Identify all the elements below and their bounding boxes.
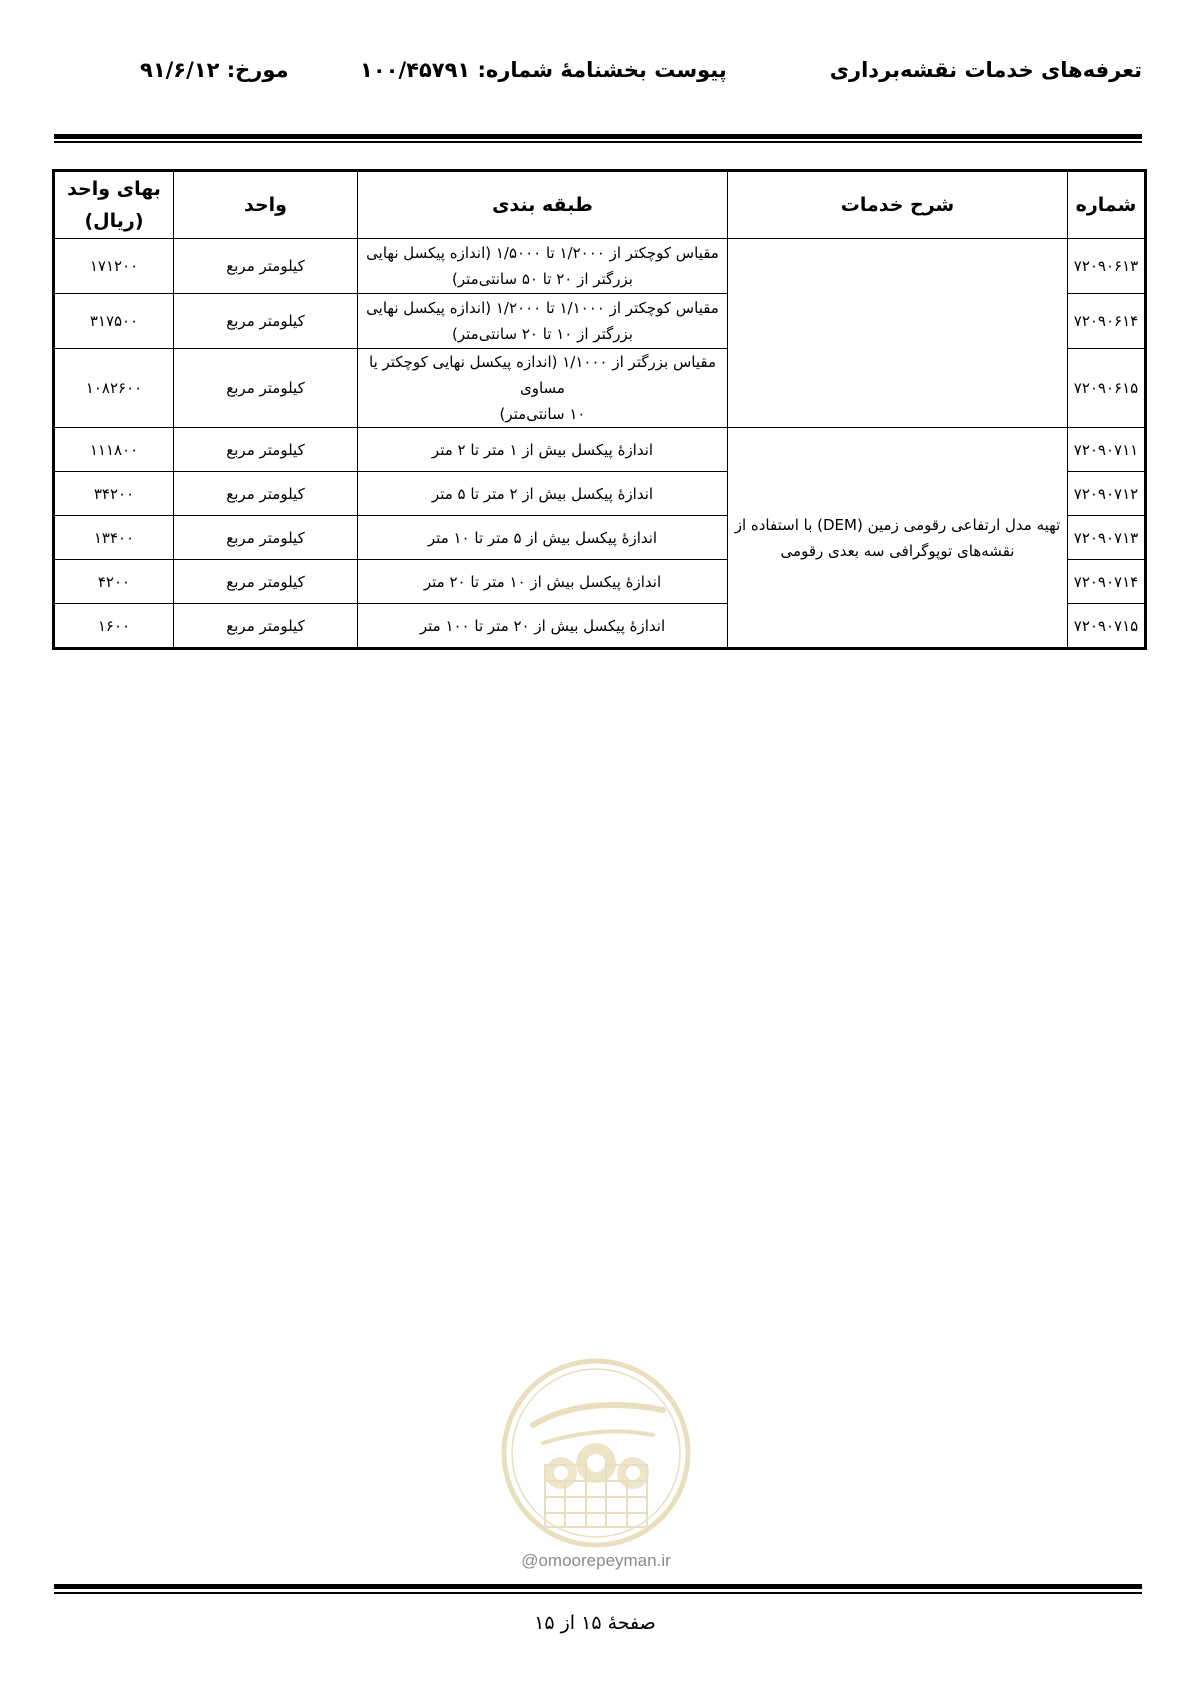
- header-classification: طبقه بندی: [358, 171, 728, 239]
- classification-line1: مقیاس کوچکتر از ۱/۲۰۰۰ تا ۱/۵۰۰۰ (اندازه پیکسل نهایی: [366, 244, 719, 262]
- table-row: [54, 428, 1146, 472]
- row-unit: کیلومتر مربع: [174, 472, 358, 516]
- classification-line2: بزرگتر از ۲۰ تا ۵۰ سانتی‌متر): [452, 270, 633, 288]
- table-header-row: [54, 171, 1146, 239]
- row-unit: کیلومتر مربع: [174, 516, 358, 560]
- classification-line1: مقیاس کوچکتر از ۱/۱۰۰۰ تا ۱/۲۰۰۰ (اندازه پیکسل نهایی: [366, 299, 719, 317]
- row-price: ۱۷۱۲۰۰: [54, 239, 174, 294]
- header-rule-thick: [54, 134, 1142, 139]
- row-code: ۷۲۰۹۰۶۱۳: [1068, 239, 1146, 294]
- description-line1: تهیه مدل ارتفاعی رقومی زمین (DEM) با استفاده از: [734, 515, 1061, 534]
- watermark: [493, 1355, 699, 1615]
- document-title: تعرفه‌های خدمات نقشه‌برداری: [829, 58, 1142, 82]
- row-code: ۷۲۰۹۰۷۱۱: [1068, 428, 1146, 472]
- tariff-table: [52, 169, 1147, 650]
- row-code: ۷۲۰۹۰۷۱۲: [1068, 472, 1146, 516]
- row-unit: کیلومتر مربع: [174, 349, 358, 428]
- header-rule-thin: [54, 141, 1142, 143]
- row-unit: کیلومتر مربع: [174, 239, 358, 294]
- circular-reference: پیوست بخشنامهٔ شماره: ۱۰۰/۴۵۷۹۱: [360, 58, 727, 82]
- row-code: ۷۲۰۹۰۷۱۵: [1068, 604, 1146, 649]
- row-classification: [358, 349, 728, 428]
- row-price: ۴۲۰۰: [54, 560, 174, 604]
- footer-rule-thick: [54, 1584, 1142, 1589]
- header-unit: واحد: [174, 171, 358, 239]
- row-price: ۳۴۲۰۰: [54, 472, 174, 516]
- row-unit: کیلومتر مربع: [174, 560, 358, 604]
- row-code: ۷۲۰۹۰۷۱۳: [1068, 516, 1146, 560]
- group2-description: [728, 428, 1068, 649]
- header-price-line2: (ریال): [84, 210, 144, 232]
- header-number: شماره: [1068, 171, 1146, 239]
- row-code: ۷۲۰۹۰۶۱۵: [1068, 349, 1146, 428]
- group1-description: [728, 239, 1068, 428]
- row-price: ۱۳۴۰۰: [54, 516, 174, 560]
- description-line2: نقشه‌های توپوگرافی سه بعدی رقومی: [780, 541, 1015, 560]
- watermark-site: @omoorepeyman.ir: [521, 1551, 671, 1570]
- row-price: ۳۱۷۵۰۰: [54, 294, 174, 349]
- header-price: [54, 171, 174, 239]
- classification-line1: مقیاس بزرگتر از ۱/۱۰۰۰ (اندازه پیکسل نهایی کوچکتر یا مساوی: [369, 353, 716, 397]
- footer-rule-thin: [54, 1592, 1142, 1594]
- date-label: مورخ:: [226, 58, 289, 82]
- classification-line2: ۱۰ سانتی‌متر): [499, 405, 586, 423]
- header-price-line1: بهای واحد: [67, 178, 161, 200]
- row-classification: اندازهٔ پیکسل بیش از ۲ متر تا ۵ متر: [358, 472, 728, 516]
- row-classification: اندازهٔ پیکسل بیش از ۱۰ متر تا ۲۰ متر: [358, 560, 728, 604]
- row-classification: اندازهٔ پیکسل بیش از ۵ متر تا ۱۰ متر: [358, 516, 728, 560]
- row-classification: اندازهٔ پیکسل بیش از ۱ متر تا ۲ متر: [358, 428, 728, 472]
- header-description: شرح خدمات: [728, 171, 1068, 239]
- row-code: ۷۲۰۹۰۶۱۴: [1068, 294, 1146, 349]
- classification-line2: بزرگتر از ۱۰ تا ۲۰ سانتی‌متر): [452, 325, 633, 343]
- document-date: [140, 58, 289, 82]
- table-row: [54, 239, 1146, 294]
- row-classification: اندازهٔ پیکسل بیش از ۲۰ متر تا ۱۰۰ متر: [358, 604, 728, 649]
- row-code: ۷۲۰۹۰۷۱۴: [1068, 560, 1146, 604]
- row-unit: کیلومتر مربع: [174, 604, 358, 649]
- row-price: ۱۱۱۸۰۰: [54, 428, 174, 472]
- page-number: صفحهٔ ۱۵ از ۱۵: [534, 1612, 656, 1634]
- row-unit: کیلومتر مربع: [174, 294, 358, 349]
- row-price: ۱۰۸۲۶۰۰: [54, 349, 174, 428]
- seal-logo-icon: [493, 1355, 699, 1551]
- page-header: [0, 58, 1190, 92]
- row-classification: [358, 294, 728, 349]
- row-unit: کیلومتر مربع: [174, 428, 358, 472]
- date-value: ۹۱/۶/۱۲: [140, 58, 220, 82]
- row-price: ۱۶۰۰: [54, 604, 174, 649]
- row-classification: [358, 239, 728, 294]
